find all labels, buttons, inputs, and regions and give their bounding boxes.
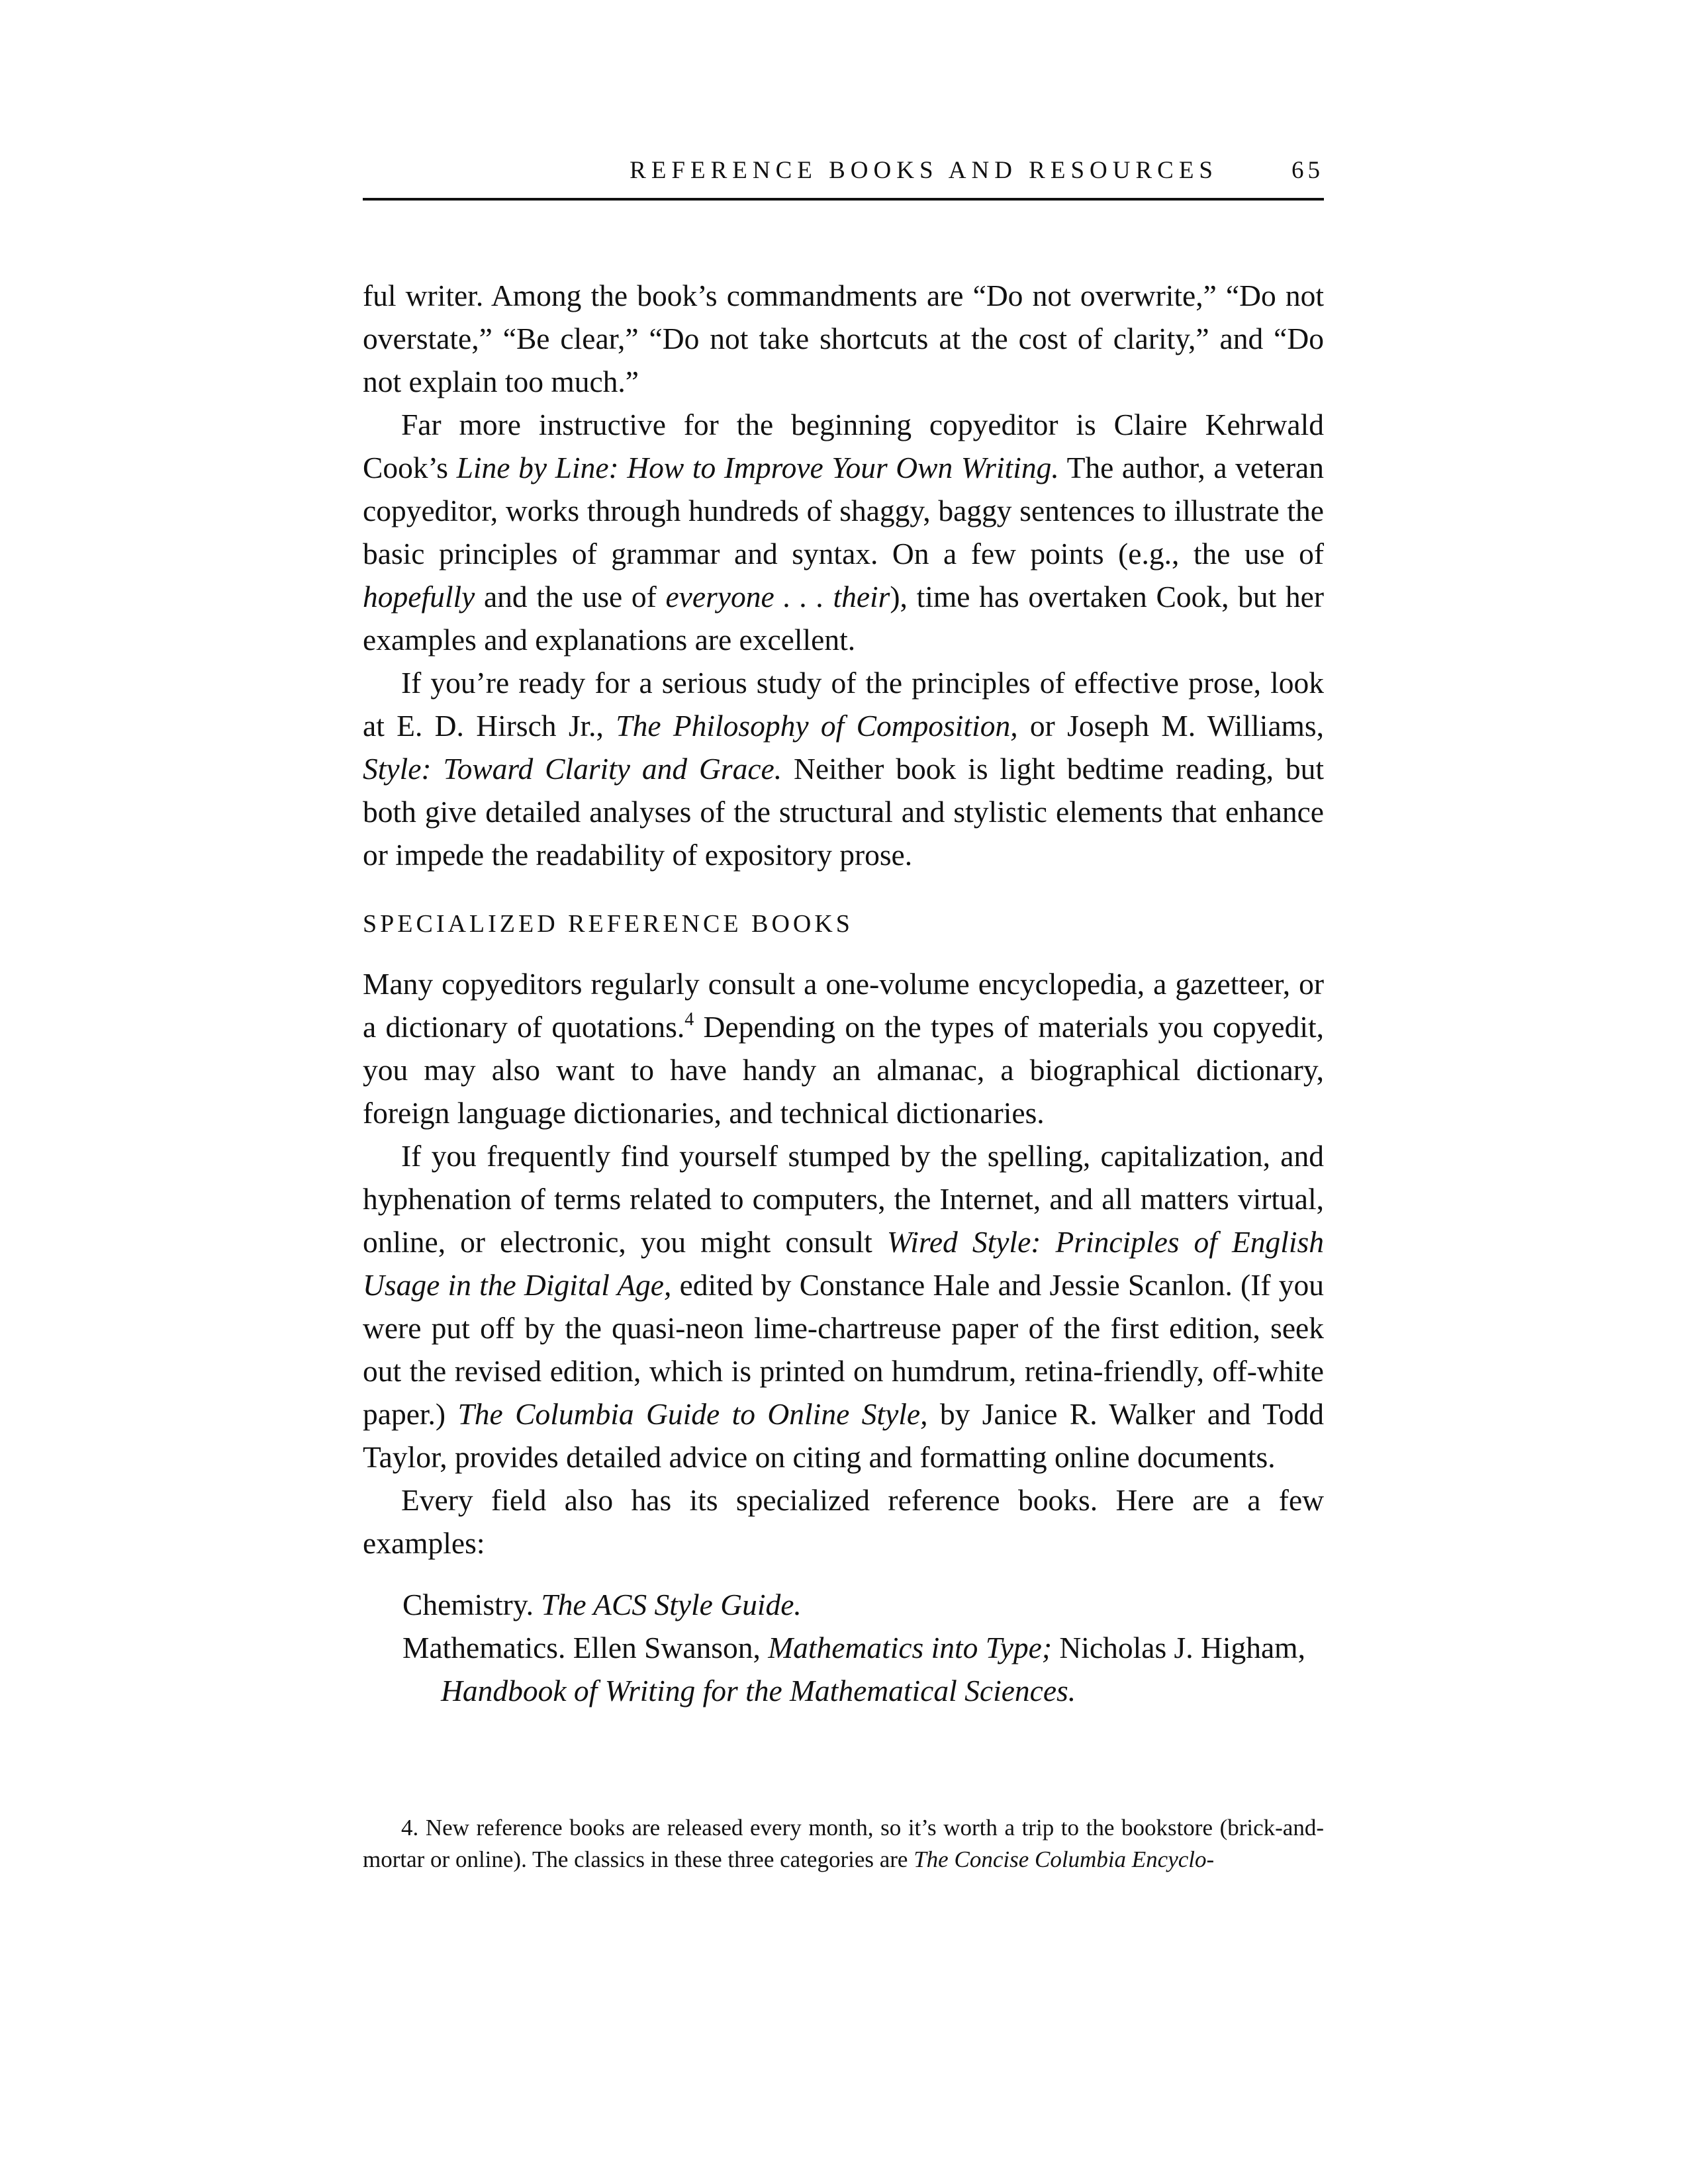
example-field: Mathematics. [402,1631,566,1664]
text-run: If you frequently find yourself stumped by the spelling, capitalization, and hyphenation of terms related to computers, the Internet, and all matters virtual, online, or electronic, you might consult [363,1139,1324,1259]
section-paragraphs [363,962,1324,1565]
italic-title: The Concise Columbia Encyclo- [914,1846,1215,1872]
footnote-4 [363,1812,1324,1876]
italic-title: Handbook of Writing for the Mathematical Sciences. [441,1674,1076,1707]
text-run: ful writer. Among the book’s commandments are “Do not overwrite,” “Do not overstate,” “Be clear,” “Do not take shortcuts at the cost of clarity,” and “Do not explain too much.” [363,279,1324,398]
text-run: Ellen Swanson, [565,1631,769,1664]
text-run: ), time has overtaken Cook, but her examples and explanations are excellent. [363,580,1325,657]
example-entry [363,1583,1324,1626]
footnote [363,1812,1324,1876]
text-run: New reference books are released every month, so it’s worth a trip to the bookstore (brick-and-mortar or online). The classics in these three categories are [363,1815,1324,1872]
section-heading: SPECIALIZED REFERENCE BOOKS [363,910,853,938]
running-head [363,156,1324,189]
text-run: Neither book is light bedtime reading, but both give detailed analyses of the structural and stylistic elements that enhance or impede the readability of expository prose. [363,752,1324,872]
body-text [363,274,1324,1712]
paragraph-p3 [363,661,1324,876]
paragraph-p4 [363,962,1324,1134]
text-run [534,1588,541,1621]
italic-title: Line by Line: How to Improve Your Own Writing. [456,451,1059,484]
example-entry [363,1626,1324,1712]
paragraph-p5 [363,1134,1324,1479]
text-run: Far more instructive for the beginning copyeditor is Claire Kehrwald Cook’s [363,408,1324,484]
paragraph-p6 [363,1479,1324,1565]
page-number: 65 [1291,157,1324,184]
text-run: edited by Constance Hale and Jessie Scanlon. (If you were put off by the quasi-neon lime-chartreuse paper of the first edition, seek out the revised edition, which is printed on humdrum, retina-friendly, off-white paper.) [363,1268,1324,1431]
text-run: Nicholas J. Higham, [1052,1631,1305,1664]
italic-title: Style: Toward Clarity and Grace. [363,752,782,786]
italic-title: Mathematics into Type; [768,1631,1053,1664]
text-run: by Janice R. Walker and Todd Taylor, provides detailed advice on citing and formatting online documents. [363,1397,1324,1474]
text-run: or Joseph M. Williams, [1017,709,1324,743]
examples-list [363,1583,1324,1712]
paragraph-p1 [363,274,1324,403]
italic-title: everyone . . . their [665,580,890,614]
text-run: Many copyeditors regularly consult a one-volume encyclopedia, a gazetteer, or a dictionary of quotations. [363,967,1324,1044]
text-run: The author, a veteran copyeditor, works through hundreds of shaggy, baggy sentences to illustrate the basic principles of grammar and syntax. On a few points (e.g., the use of [363,451,1324,570]
text-run: and the use of [475,580,666,614]
italic-title: Wired Style: Principles of English Usage in the Digital Age, [363,1225,1324,1302]
text-run: If you’re ready for a serious study of the principles of effective prose, look at E. D. Hirsch Jr., [363,666,1324,743]
italic-title: The Philosophy of Composition, [616,709,1018,743]
italic-title: The ACS Style Guide. [541,1588,802,1621]
paragraph-p2 [363,403,1324,661]
paragraphs-continued [363,274,1324,876]
footnote-ref[interactable]: 4 [684,1009,694,1030]
italic-title: The Columbia Guide to Online Style, [457,1397,928,1431]
header-rule [363,198,1324,201]
running-head-title: REFERENCE BOOKS AND RESOURCES [630,157,1218,184]
italic-title: hopefully [363,580,475,614]
footnote-number: 4. [401,1815,419,1841]
text-run: Every field also has its specialized reference books. Here are a few examples: [363,1483,1324,1560]
text-run: Depending on the types of materials you copyedit, you may also want to have handy an almanac, a biographical dictionary, foreign language dictionaries, and technical dictionaries. [363,1010,1324,1130]
example-field: Chemistry. [402,1588,534,1621]
